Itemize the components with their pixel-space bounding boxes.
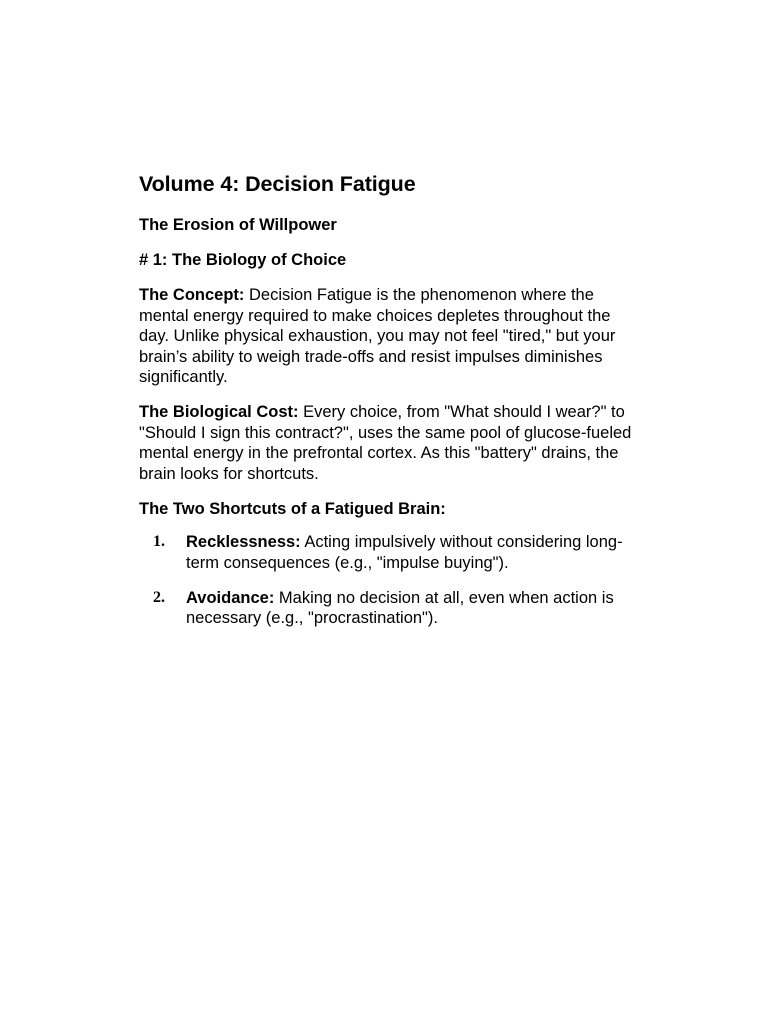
concept-paragraph — [139, 285, 639, 388]
list-item — [139, 532, 639, 573]
biological-cost-label: The Biological Cost: — [139, 402, 299, 421]
shortcuts-list-heading: The Two Shortcuts of a Fatigued Brain: — [139, 500, 446, 519]
biological-cost-paragraph — [139, 402, 639, 484]
list-item-number: 1. — [153, 533, 165, 551]
list-item — [139, 588, 639, 629]
list-item-text: Making no decision at all, even when action is necessary (e.g., "procrastination"). — [186, 588, 614, 628]
document-title: Volume 4: Decision Fatigue — [139, 172, 416, 196]
list-item-term: Avoidance: — [186, 588, 275, 607]
concept-label: The Concept: — [139, 286, 245, 304]
section-heading: # 1: The Biology of Choice — [139, 251, 347, 269]
document-page — [139, 168, 639, 643]
list-item-text: Acting impulsively without considering long-term consequences (e.g., "impulse buying"). — [186, 533, 623, 572]
list-item-number: 2. — [153, 588, 165, 606]
list-item-term: Recklessness: — [186, 533, 301, 552]
document-subtitle: The Erosion of Willpower — [139, 216, 337, 234]
shortcuts-list — [139, 532, 639, 628]
biological-cost-text: Every choice, from "What should I wear?" to "Should I sign this contract?", uses the same pool of glucose-fueled mental energy in the prefrontal cortex. As this "battery" drains, the brain looks for shortcuts. — [139, 402, 632, 483]
concept-text: Decision Fatigue is the phenomenon where the mental energy required to make choices depletes throughout the day. Unlike physical exhaustion, you may not feel "tired," but your brain’s ability to weigh trade-offs and resist impulses diminishes significantly. — [139, 286, 616, 387]
